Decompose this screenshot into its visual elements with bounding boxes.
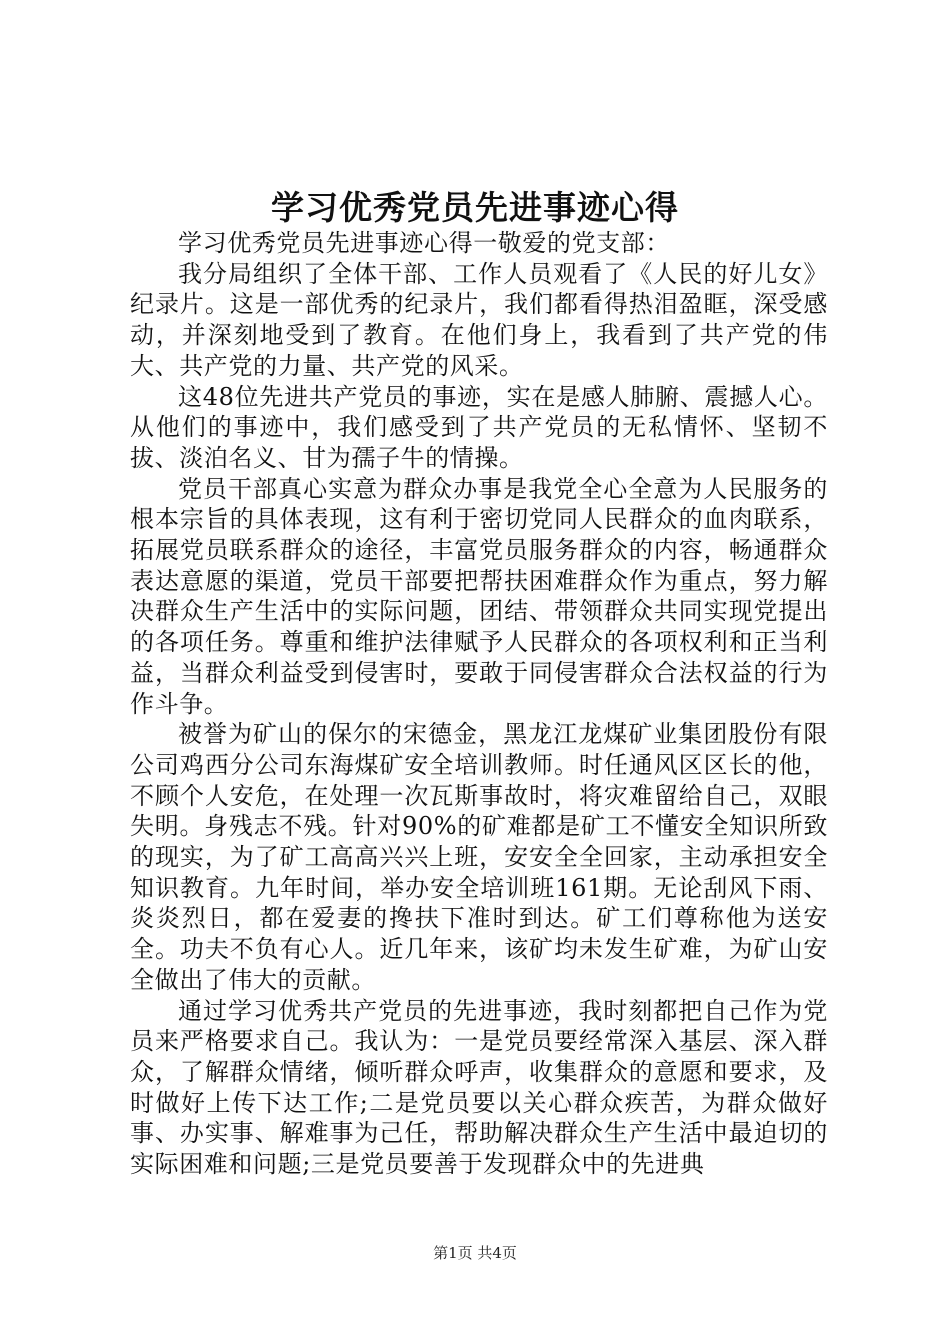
paragraph-2: 这48位先进共产党员的事迹，实在是感人肺腑、震撼人心。从他们的事迹中，我们感受到了共产党员的无私情怀、坚韧不拔、淡泊名义、甘为孺子牛的情操。	[130, 382, 828, 472]
paragraph-3: 党员干部真心实意为群众办事是我党全心全意为人民服务的根本宗旨的具体表现，这有利于密切党同人民群众的血肉联系，拓展党员联系群众的途径，丰富党员服务群众的内容，畅通群众表达意愿的渠道，党员干部要把帮扶困难群众作为重点，努力解决群众生产生活中的实际问题，团结、带领群众共同实现党提出的各项任务。尊重和维护法律赋予人民群众的各项权利和正当利益，当群众利益受到侵害时，要敢于同侵害群众合法权益的行为作斗争。	[130, 474, 828, 718]
paragraph-1: 我分局组织了全体干部、工作人员观看了《人民的好儿女》纪录片。这是一部优秀的纪录片，我们都看得热泪盈眶，深受感动，并深刻地受到了教育。在他们身上，我看到了共产党的伟大、共产党的力量、共产党的风采。	[130, 259, 828, 380]
document-title: 学习优秀党员先进事迹心得	[271, 188, 679, 227]
document-body	[130, 228, 828, 1180]
paragraph-4: 被誉为矿山的保尔的宋德金，黑龙江龙煤矿业集团股份有限公司鸡西分公司东海煤矿安全培训教师。时任通风区区长的他，不顾个人安危，在处理一次瓦斯事故时，将灾难留给自己，双眼失明。身残志不残。针对90%的矿难都是矿工不懂安全知识所致的现实，为了矿工高高兴兴上班，安安全全回家，主动承担安全知识教育。九年时间，举办安全培训班161期。无论刮风下雨、炎炎烈日，都在爱妻的搀扶下准时到达。矿工们尊称他为送安全。功夫不负有心人。近几年来，该矿均未发生矿难，为矿山安全做出了伟大的贡献。	[130, 720, 828, 994]
paragraph-5: 通过学习优秀共产党员的先进事迹，我时刻都把自己作为党员来严格要求自己。我认为：一是党员要经常深入基层、深入群众，了解群众情绪，倾听群众呼声，收集群众的意愿和要求，及时做好上传下达工作;二是党员要以关心群众疾苦，为群众做好事、办实事、解难事为己任，帮助解决群众生产生活中最迫切的实际困难和问题;三是党员要善于发现群众中的先进典	[130, 996, 828, 1179]
page-footer: 第1页 共4页	[433, 1244, 517, 1262]
paragraph-salutation: 学习优秀党员先进事迹心得一敬爱的党支部：	[178, 229, 670, 257]
